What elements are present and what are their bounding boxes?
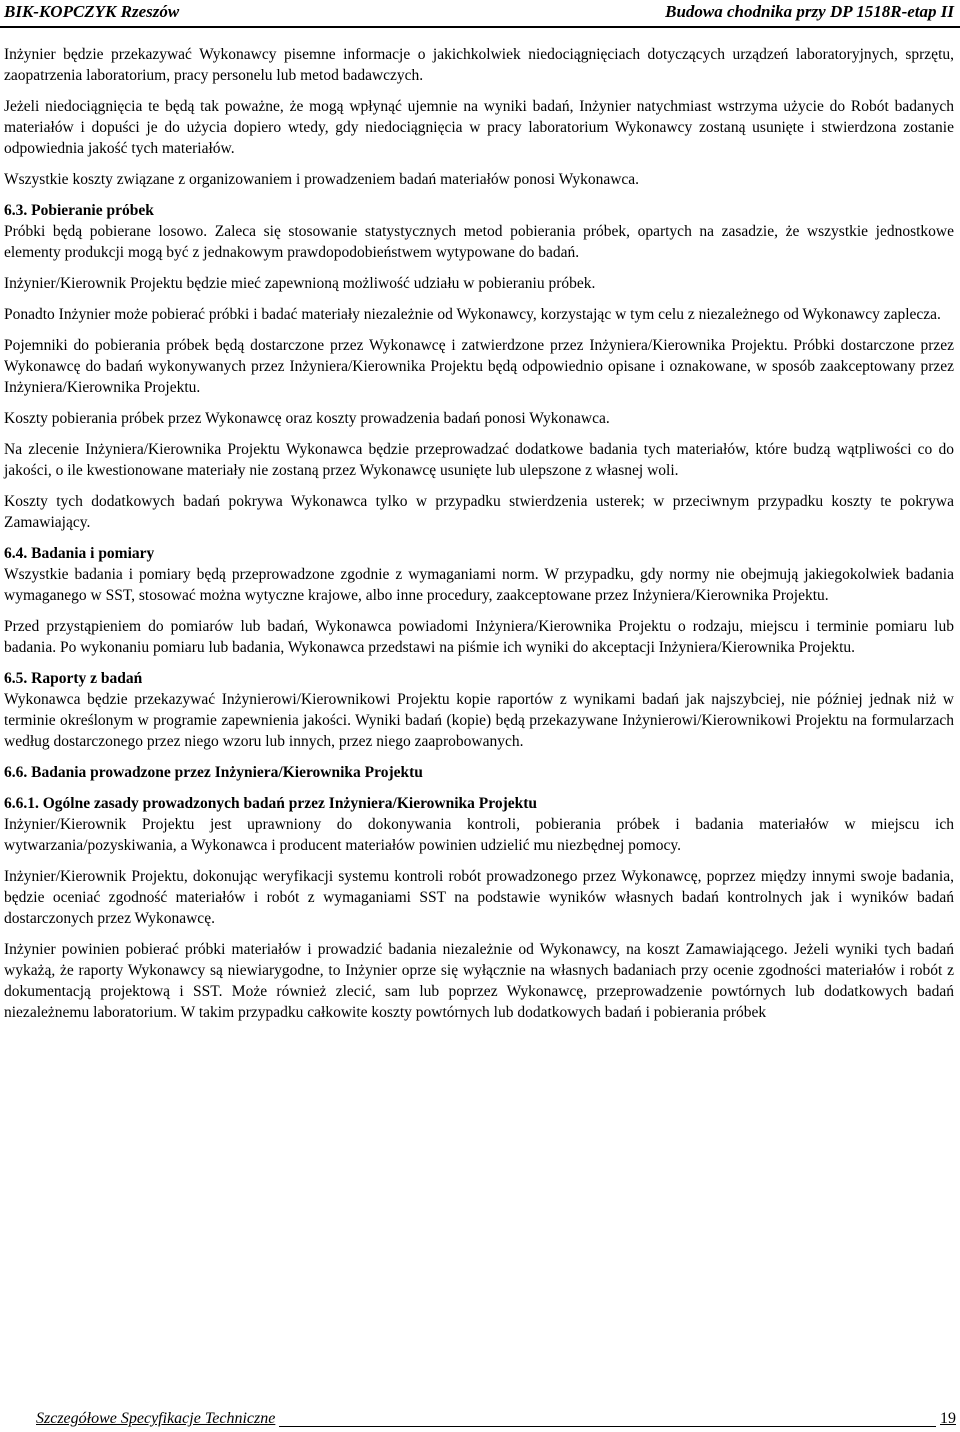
- paragraph: Jeżeli niedociągnięcia te będą tak poważne, że mogą wpłynąć ujemnie na wyniki badań, Inżynier natychmiast wstrzyma użycie do Robót badanych materiałów i dopuści je do użycia dopiero wtedy, gdy niedociągnięcia w pracy laboratorium Wykonawcy zostaną usunięte i stwierdzona zostanie odpowiednia jakość tych materiałów.: [4, 98, 954, 157]
- paragraph: Inżynier powinien pobierać próbki materiałów i prowadzić badania niezależnie od Wykonawcy, na koszt Zamawiającego. Jeżeli wyniki tych badań wykażą, że raporty Wykonawcy są niewiarygodne, to Inżynier oprze się wyłącznie na własnych badaniach przy ocenie zgodności materiałów i robót z dokumentacją projektową i SST. Może również zlecić, sam lub poprzez Wykonawcę, przeprowadzenie powtórnych lub dodatkowych badań niezależnemu laboratorium. W takim przypadku całkowite koszty powtórnych lub dodatkowych badań i pobierania próbek: [4, 941, 954, 1021]
- paragraph: Inżynier/Kierownik Projektu, dokonując weryfikacji systemu kontroli robót prowadzonego przez Wykonawcę, poprzez między innymi swoje badania, będzie oceniać zgodność materiałów i robót z wymaganiami SST na podstawie wyników własnych badań kontrolnych jak i wyników badań dostarczonych przez Wykonawcę.: [4, 868, 954, 927]
- paragraph: Wszystkie badania i pomiary będą przeprowadzone zgodnie z wymaganiami norm. W przypadku, gdy normy nie obejmują jakiegokolwiek badania wymaganego w SST, stosować można wytyczne krajowe, albo inne procedury, zaakceptowane przez Inżyniera/Kierownika Projektu.: [4, 566, 954, 604]
- paragraph: Inżynier/Kierownik Projektu jest uprawniony do dokonywania kontroli, pobierania próbek i badania materiałów w miejscu ich wytwarzania/pozyskiwania, a Wykonawca i producent materiałów powinien udzielić mu niezbędnej pomocy.: [4, 816, 954, 854]
- page-header: [0, 0, 960, 28]
- paragraph: Inżynier/Kierownik Projektu będzie mieć zapewnioną możliwość udziału w pobieraniu próbek.: [4, 275, 596, 292]
- paragraph: Próbki będą pobierane losowo. Zaleca się stosowanie statystycznych metod pobierania próbek, opartych na zasadzie, że wszystkie jednostkowe elementy produkcji mogą być z jednakowym prawdopodobieństwem wytypowane do badań.: [4, 223, 954, 261]
- section-heading-6-6-1: 6.6.1. Ogólne zasady prowadzonych badań przez Inżyniera/Kierownika Projektu: [4, 795, 538, 812]
- section-heading-6-5: 6.5. Raporty z badań: [4, 670, 143, 687]
- paragraph: Inżynier będzie przekazywać Wykonawcy pisemne informacje o jakichkolwiek niedociągnięciach dotyczących urządzeń laboratoryjnych, sprzętu, zaopatrzenia laboratorium, pracy personelu lub metod badawczych.: [4, 46, 954, 84]
- section-heading-6-4: 6.4. Badania i pomiary: [4, 545, 155, 562]
- paragraph: Koszty tych dodatkowych badań pokrywa Wykonawca tylko w przypadku stwierdzenia usterek; w przeciwnym przypadku koszty te pokrywa Zamawiający.: [4, 493, 954, 531]
- paragraph: Wszystkie koszty związane z organizowaniem i prowadzeniem badań materiałów ponosi Wykonawca.: [4, 171, 640, 188]
- header-project-title: Budowa chodnika przy DP 1518R-etap II: [665, 2, 954, 21]
- header-company: BIK-KOPCZYK Rzeszów: [4, 2, 180, 21]
- section-heading-6-6: 6.6. Badania prowadzone przez Inżyniera/Kierownika Projektu: [4, 764, 423, 781]
- footer-document-title: Szczegółowe Specyfikacje Techniczne: [36, 1410, 279, 1428]
- section-heading-6-3: 6.3. Pobieranie próbek: [4, 202, 154, 219]
- paragraph: Ponadto Inżynier może pobierać próbki i badać materiały niezależnie od Wykonawcy, korzystając w tym celu z niezależnego od Wykonawcy zaplecza.: [4, 306, 941, 323]
- paragraph: Na zlecenie Inżyniera/Kierownika Projektu Wykonawca będzie przeprowadzać dodatkowe badania tych materiałów, które budzą wątpliwości co do jakości, o ile kwestionowane materiały nie zostaną przez Wykonawcę usunięte lub ulepszone z własnej woli.: [4, 441, 954, 479]
- page-number: 19: [936, 1410, 956, 1428]
- document-body: [4, 44, 954, 1033]
- paragraph: Pojemniki do pobierania próbek będą dostarczone przez Wykonawcę i zatwierdzone przez Inżyniera/Kierownika Projektu. Próbki dostarczone przez Wykonawcę do badań wykonywanych przez Inżyniera/Kierownika Projektu będą odpowiednio opisane i oznakowane, w sposób zaakceptowany przez Inżyniera/Kierownika Projektu.: [4, 337, 954, 396]
- paragraph: Koszty pobierania próbek przez Wykonawcę oraz koszty prowadzenia badań ponosi Wykonawca.: [4, 410, 610, 427]
- paragraph: Przed przystąpieniem do pomiarów lub badań, Wykonawca powiadomi Inżyniera/Kierownika Projektu o rodzaju, miejscu i terminie pomiaru lub badania. Po wykonaniu pomiaru lub badania, Wykonawca przedstawi na piśmie ich wyniki do akceptacji Inżyniera/Kierownika Projektu.: [4, 618, 954, 656]
- paragraph: Wykonawca będzie przekazywać Inżynierowi/Kierownikowi Projektu kopie raportów z wynikami badań jak najszybciej, nie później jednak niż w terminie określonym w programie zapewnienia jakości. Wyniki badań (kopie) będą przekazywane Inżynierowi/Kierownikowi Projektu na formularzach według dostarczonego przez niego wzoru lub innych, przez niego zaaprobowanych.: [4, 691, 954, 750]
- page-footer: [36, 1408, 956, 1430]
